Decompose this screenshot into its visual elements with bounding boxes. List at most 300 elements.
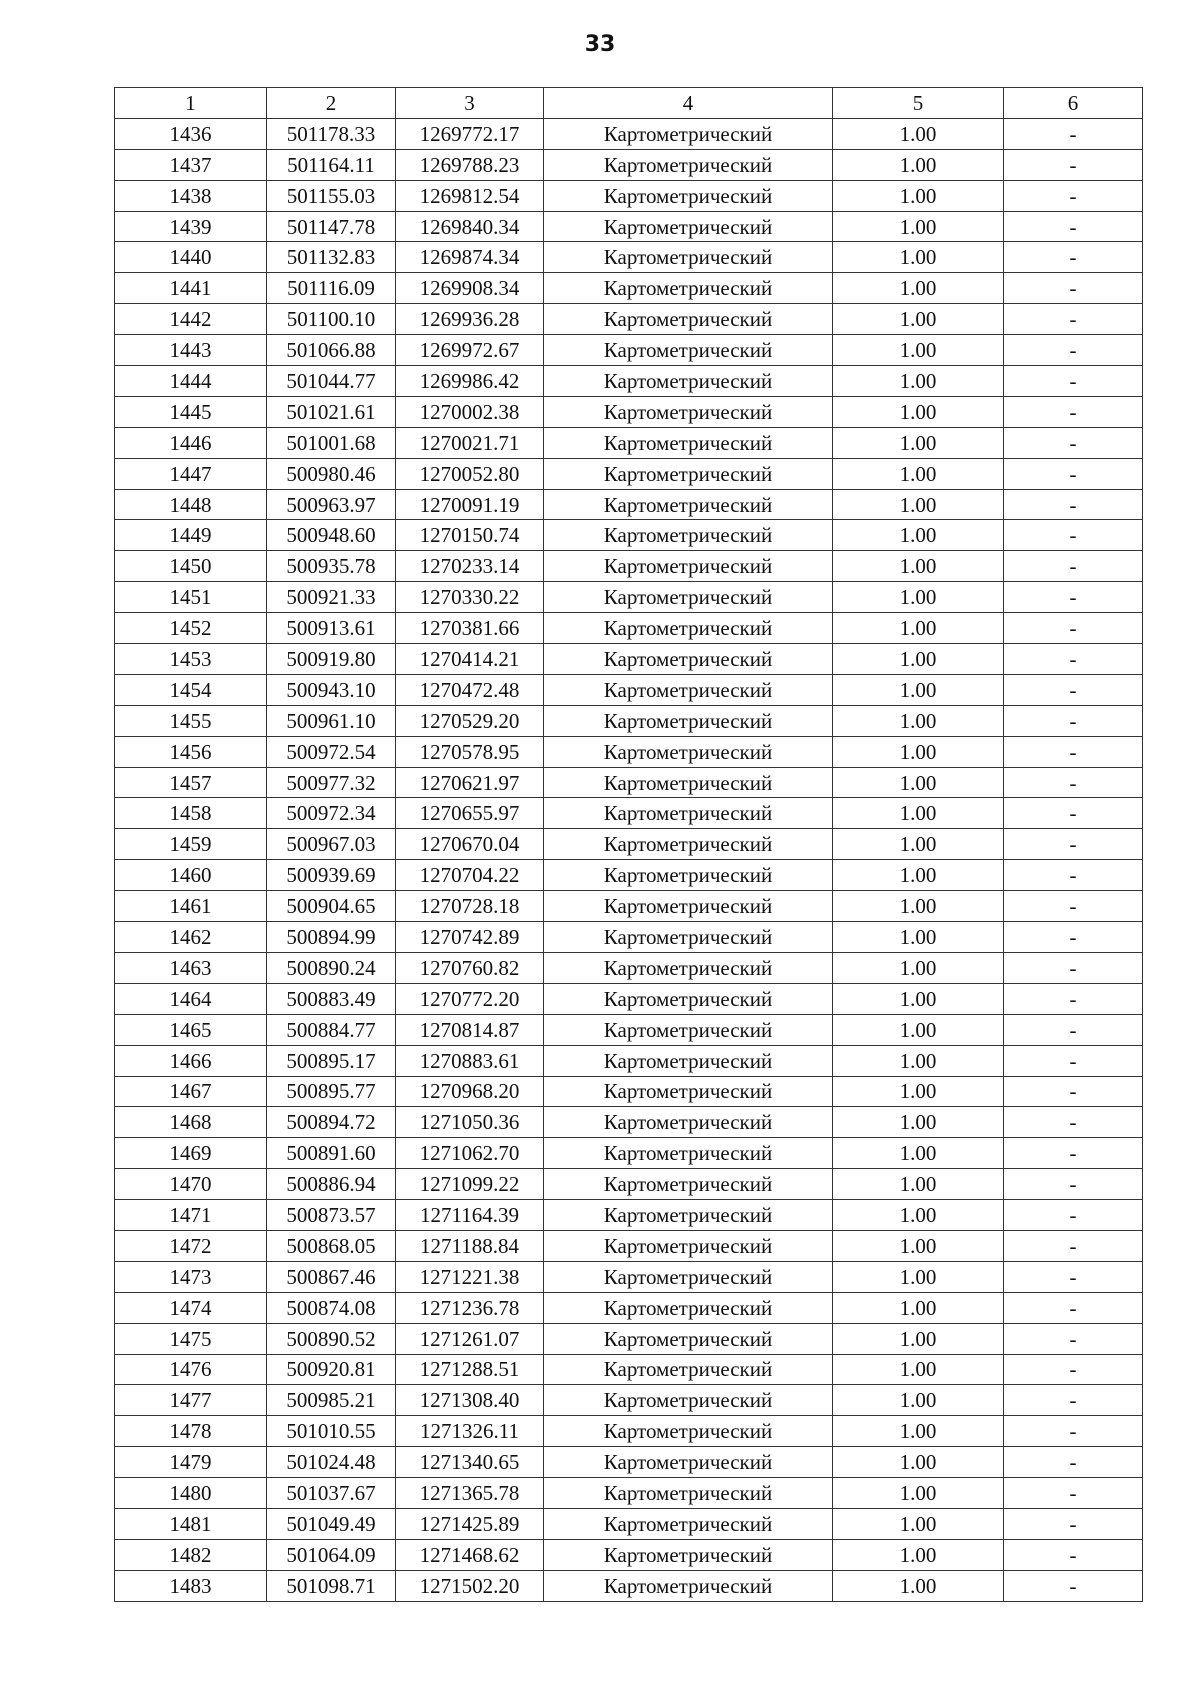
y-coordinate-cell: 1269986.42 xyxy=(396,366,544,397)
table-row xyxy=(115,736,1143,767)
point-number-cell: 1439 xyxy=(115,211,267,242)
x-coordinate-cell: 500919.80 xyxy=(267,644,396,675)
point-number-cell: 1471 xyxy=(115,1200,267,1231)
description-cell: - xyxy=(1004,1076,1143,1107)
description-cell: - xyxy=(1004,427,1143,458)
method-cell: Картометрический xyxy=(544,829,833,860)
method-cell: Картометрический xyxy=(544,396,833,427)
accuracy-cell: 1.00 xyxy=(833,304,1004,335)
column-header: 4 xyxy=(544,88,833,119)
point-number-cell: 1453 xyxy=(115,644,267,675)
method-cell: Картометрический xyxy=(544,736,833,767)
x-coordinate-cell: 500890.52 xyxy=(267,1323,396,1354)
column-header: 5 xyxy=(833,88,1004,119)
accuracy-cell: 1.00 xyxy=(833,551,1004,582)
description-cell: - xyxy=(1004,180,1143,211)
table-row xyxy=(115,767,1143,798)
method-cell: Картометрический xyxy=(544,1169,833,1200)
y-coordinate-cell: 1270052.80 xyxy=(396,458,544,489)
accuracy-cell: 1.00 xyxy=(833,335,1004,366)
accuracy-cell: 1.00 xyxy=(833,582,1004,613)
method-cell: Картометрический xyxy=(544,860,833,891)
x-coordinate-cell: 501021.61 xyxy=(267,396,396,427)
description-cell: - xyxy=(1004,582,1143,613)
column-header: 2 xyxy=(267,88,396,119)
table-row xyxy=(115,1076,1143,1107)
x-coordinate-cell: 500884.77 xyxy=(267,1014,396,1045)
accuracy-cell: 1.00 xyxy=(833,366,1004,397)
y-coordinate-cell: 1271468.62 xyxy=(396,1539,544,1570)
description-cell: - xyxy=(1004,458,1143,489)
point-number-cell: 1440 xyxy=(115,242,267,273)
table-row xyxy=(115,1261,1143,1292)
accuracy-cell: 1.00 xyxy=(833,1385,1004,1416)
x-coordinate-cell: 500868.05 xyxy=(267,1230,396,1261)
x-coordinate-cell: 501001.68 xyxy=(267,427,396,458)
table-row xyxy=(115,1447,1143,1478)
column-header: 6 xyxy=(1004,88,1143,119)
table-row xyxy=(115,1416,1143,1447)
y-coordinate-cell: 1270704.22 xyxy=(396,860,544,891)
table-row xyxy=(115,952,1143,983)
point-number-cell: 1438 xyxy=(115,180,267,211)
accuracy-cell: 1.00 xyxy=(833,211,1004,242)
x-coordinate-cell: 500935.78 xyxy=(267,551,396,582)
point-number-cell: 1475 xyxy=(115,1323,267,1354)
accuracy-cell: 1.00 xyxy=(833,1292,1004,1323)
x-coordinate-cell: 500985.21 xyxy=(267,1385,396,1416)
table-row xyxy=(115,1570,1143,1601)
x-coordinate-cell: 500961.10 xyxy=(267,705,396,736)
table-row xyxy=(115,582,1143,613)
point-number-cell: 1457 xyxy=(115,767,267,798)
method-cell: Картометрический xyxy=(544,582,833,613)
x-coordinate-cell: 501164.11 xyxy=(267,149,396,180)
accuracy-cell: 1.00 xyxy=(833,922,1004,953)
table-row xyxy=(115,180,1143,211)
table-row xyxy=(115,1508,1143,1539)
point-number-cell: 1454 xyxy=(115,674,267,705)
description-cell: - xyxy=(1004,952,1143,983)
description-cell: - xyxy=(1004,1292,1143,1323)
point-number-cell: 1462 xyxy=(115,922,267,953)
y-coordinate-cell: 1270233.14 xyxy=(396,551,544,582)
description-cell: - xyxy=(1004,1354,1143,1385)
accuracy-cell: 1.00 xyxy=(833,829,1004,860)
table-row xyxy=(115,644,1143,675)
point-number-cell: 1483 xyxy=(115,1570,267,1601)
method-cell: Картометрический xyxy=(544,551,833,582)
point-number-cell: 1451 xyxy=(115,582,267,613)
description-cell: - xyxy=(1004,891,1143,922)
description-cell: - xyxy=(1004,1138,1143,1169)
table-row xyxy=(115,551,1143,582)
x-coordinate-cell: 500874.08 xyxy=(267,1292,396,1323)
method-cell: Картометрический xyxy=(544,613,833,644)
y-coordinate-cell: 1270670.04 xyxy=(396,829,544,860)
description-cell: - xyxy=(1004,520,1143,551)
accuracy-cell: 1.00 xyxy=(833,891,1004,922)
table-row xyxy=(115,149,1143,180)
y-coordinate-cell: 1270772.20 xyxy=(396,983,544,1014)
method-cell: Картометрический xyxy=(544,983,833,1014)
table-row xyxy=(115,1478,1143,1509)
method-cell: Картометрический xyxy=(544,520,833,551)
table-row xyxy=(115,273,1143,304)
method-cell: Картометрический xyxy=(544,1478,833,1509)
description-cell: - xyxy=(1004,304,1143,335)
point-number-cell: 1448 xyxy=(115,489,267,520)
page-number: 33 xyxy=(584,32,616,57)
y-coordinate-cell: 1269812.54 xyxy=(396,180,544,211)
y-coordinate-cell: 1271502.20 xyxy=(396,1570,544,1601)
y-coordinate-cell: 1270021.71 xyxy=(396,427,544,458)
table-row xyxy=(115,1014,1143,1045)
description-cell: - xyxy=(1004,674,1143,705)
coordinates-table xyxy=(114,87,1143,1602)
description-cell: - xyxy=(1004,983,1143,1014)
point-number-cell: 1456 xyxy=(115,736,267,767)
point-number-cell: 1455 xyxy=(115,705,267,736)
table-row xyxy=(115,1138,1143,1169)
table-row xyxy=(115,1292,1143,1323)
point-number-cell: 1469 xyxy=(115,1138,267,1169)
y-coordinate-cell: 1271288.51 xyxy=(396,1354,544,1385)
table-header xyxy=(115,88,1143,119)
y-coordinate-cell: 1271308.40 xyxy=(396,1385,544,1416)
method-cell: Картометрический xyxy=(544,767,833,798)
method-cell: Картометрический xyxy=(544,1508,833,1539)
point-number-cell: 1465 xyxy=(115,1014,267,1045)
method-cell: Картометрический xyxy=(544,1416,833,1447)
description-cell: - xyxy=(1004,1261,1143,1292)
description-cell: - xyxy=(1004,1416,1143,1447)
point-number-cell: 1441 xyxy=(115,273,267,304)
table-row xyxy=(115,458,1143,489)
table-row xyxy=(115,798,1143,829)
table-row xyxy=(115,891,1143,922)
y-coordinate-cell: 1271221.38 xyxy=(396,1261,544,1292)
table-body xyxy=(115,118,1143,1601)
method-cell: Картометрический xyxy=(544,922,833,953)
x-coordinate-cell: 500920.81 xyxy=(267,1354,396,1385)
accuracy-cell: 1.00 xyxy=(833,1045,1004,1076)
point-number-cell: 1468 xyxy=(115,1107,267,1138)
x-coordinate-cell: 500904.65 xyxy=(267,891,396,922)
method-cell: Картометрический xyxy=(544,335,833,366)
y-coordinate-cell: 1271365.78 xyxy=(396,1478,544,1509)
point-number-cell: 1478 xyxy=(115,1416,267,1447)
point-number-cell: 1442 xyxy=(115,304,267,335)
x-coordinate-cell: 501066.88 xyxy=(267,335,396,366)
method-cell: Картометрический xyxy=(544,1354,833,1385)
accuracy-cell: 1.00 xyxy=(833,860,1004,891)
x-coordinate-cell: 500980.46 xyxy=(267,458,396,489)
accuracy-cell: 1.00 xyxy=(833,118,1004,149)
point-number-cell: 1473 xyxy=(115,1261,267,1292)
method-cell: Картометрический xyxy=(544,674,833,705)
x-coordinate-cell: 500967.03 xyxy=(267,829,396,860)
x-coordinate-cell: 501116.09 xyxy=(267,273,396,304)
x-coordinate-cell: 500963.97 xyxy=(267,489,396,520)
x-coordinate-cell: 500883.49 xyxy=(267,983,396,1014)
table-row xyxy=(115,1107,1143,1138)
description-cell: - xyxy=(1004,1447,1143,1478)
description-cell: - xyxy=(1004,736,1143,767)
accuracy-cell: 1.00 xyxy=(833,644,1004,675)
point-number-cell: 1474 xyxy=(115,1292,267,1323)
accuracy-cell: 1.00 xyxy=(833,242,1004,273)
y-coordinate-cell: 1270621.97 xyxy=(396,767,544,798)
description-cell: - xyxy=(1004,211,1143,242)
table-row xyxy=(115,1385,1143,1416)
accuracy-cell: 1.00 xyxy=(833,1323,1004,1354)
description-cell: - xyxy=(1004,1478,1143,1509)
description-cell: - xyxy=(1004,396,1143,427)
description-cell: - xyxy=(1004,242,1143,273)
table-row xyxy=(115,1045,1143,1076)
method-cell: Картометрический xyxy=(544,118,833,149)
method-cell: Картометрический xyxy=(544,1230,833,1261)
y-coordinate-cell: 1271188.84 xyxy=(396,1230,544,1261)
point-number-cell: 1482 xyxy=(115,1539,267,1570)
x-coordinate-cell: 500867.46 xyxy=(267,1261,396,1292)
method-cell: Картометрический xyxy=(544,427,833,458)
accuracy-cell: 1.00 xyxy=(833,613,1004,644)
table-row xyxy=(115,922,1143,953)
x-coordinate-cell: 500943.10 xyxy=(267,674,396,705)
x-coordinate-cell: 501132.83 xyxy=(267,242,396,273)
x-coordinate-cell: 500972.34 xyxy=(267,798,396,829)
y-coordinate-cell: 1270381.66 xyxy=(396,613,544,644)
accuracy-cell: 1.00 xyxy=(833,1508,1004,1539)
x-coordinate-cell: 500890.24 xyxy=(267,952,396,983)
point-number-cell: 1472 xyxy=(115,1230,267,1261)
table-row xyxy=(115,705,1143,736)
description-cell: - xyxy=(1004,1200,1143,1231)
accuracy-cell: 1.00 xyxy=(833,180,1004,211)
point-number-cell: 1449 xyxy=(115,520,267,551)
accuracy-cell: 1.00 xyxy=(833,396,1004,427)
table-row xyxy=(115,335,1143,366)
accuracy-cell: 1.00 xyxy=(833,520,1004,551)
y-coordinate-cell: 1269840.34 xyxy=(396,211,544,242)
y-coordinate-cell: 1270883.61 xyxy=(396,1045,544,1076)
method-cell: Картометрический xyxy=(544,180,833,211)
accuracy-cell: 1.00 xyxy=(833,705,1004,736)
point-number-cell: 1464 xyxy=(115,983,267,1014)
accuracy-cell: 1.00 xyxy=(833,1261,1004,1292)
description-cell: - xyxy=(1004,118,1143,149)
description-cell: - xyxy=(1004,922,1143,953)
accuracy-cell: 1.00 xyxy=(833,1138,1004,1169)
table-row xyxy=(115,983,1143,1014)
table-row xyxy=(115,674,1143,705)
table-row xyxy=(115,520,1143,551)
y-coordinate-cell: 1270578.95 xyxy=(396,736,544,767)
description-cell: - xyxy=(1004,705,1143,736)
y-coordinate-cell: 1271326.11 xyxy=(396,1416,544,1447)
y-coordinate-cell: 1270728.18 xyxy=(396,891,544,922)
y-coordinate-cell: 1271062.70 xyxy=(396,1138,544,1169)
y-coordinate-cell: 1269908.34 xyxy=(396,273,544,304)
method-cell: Картометрический xyxy=(544,891,833,922)
x-coordinate-cell: 500891.60 xyxy=(267,1138,396,1169)
point-number-cell: 1450 xyxy=(115,551,267,582)
description-cell: - xyxy=(1004,829,1143,860)
y-coordinate-cell: 1270655.97 xyxy=(396,798,544,829)
description-cell: - xyxy=(1004,1508,1143,1539)
x-coordinate-cell: 501044.77 xyxy=(267,366,396,397)
point-number-cell: 1463 xyxy=(115,952,267,983)
y-coordinate-cell: 1271340.65 xyxy=(396,1447,544,1478)
accuracy-cell: 1.00 xyxy=(833,489,1004,520)
description-cell: - xyxy=(1004,860,1143,891)
x-coordinate-cell: 500948.60 xyxy=(267,520,396,551)
method-cell: Картометрический xyxy=(544,211,833,242)
x-coordinate-cell: 501049.49 xyxy=(267,1508,396,1539)
point-number-cell: 1477 xyxy=(115,1385,267,1416)
accuracy-cell: 1.00 xyxy=(833,1447,1004,1478)
point-number-cell: 1470 xyxy=(115,1169,267,1200)
y-coordinate-cell: 1270002.38 xyxy=(396,396,544,427)
point-number-cell: 1437 xyxy=(115,149,267,180)
header-row xyxy=(115,88,1143,119)
y-coordinate-cell: 1270742.89 xyxy=(396,922,544,953)
description-cell: - xyxy=(1004,551,1143,582)
description-cell: - xyxy=(1004,1169,1143,1200)
point-number-cell: 1480 xyxy=(115,1478,267,1509)
y-coordinate-cell: 1270414.21 xyxy=(396,644,544,675)
table-row xyxy=(115,1169,1143,1200)
description-cell: - xyxy=(1004,1230,1143,1261)
table-row xyxy=(115,860,1143,891)
x-coordinate-cell: 500913.61 xyxy=(267,613,396,644)
method-cell: Картометрический xyxy=(544,304,833,335)
accuracy-cell: 1.00 xyxy=(833,1076,1004,1107)
y-coordinate-cell: 1269972.67 xyxy=(396,335,544,366)
point-number-cell: 1466 xyxy=(115,1045,267,1076)
x-coordinate-cell: 501178.33 xyxy=(267,118,396,149)
point-number-cell: 1445 xyxy=(115,396,267,427)
table-row xyxy=(115,613,1143,644)
accuracy-cell: 1.00 xyxy=(833,1107,1004,1138)
x-coordinate-cell: 500972.54 xyxy=(267,736,396,767)
point-number-cell: 1458 xyxy=(115,798,267,829)
accuracy-cell: 1.00 xyxy=(833,427,1004,458)
point-number-cell: 1460 xyxy=(115,860,267,891)
accuracy-cell: 1.00 xyxy=(833,1539,1004,1570)
description-cell: - xyxy=(1004,1385,1143,1416)
table-row xyxy=(115,1539,1143,1570)
description-cell: - xyxy=(1004,273,1143,304)
x-coordinate-cell: 500939.69 xyxy=(267,860,396,891)
accuracy-cell: 1.00 xyxy=(833,273,1004,304)
y-coordinate-cell: 1270150.74 xyxy=(396,520,544,551)
point-number-cell: 1479 xyxy=(115,1447,267,1478)
description-cell: - xyxy=(1004,1014,1143,1045)
x-coordinate-cell: 500886.94 xyxy=(267,1169,396,1200)
accuracy-cell: 1.00 xyxy=(833,983,1004,1014)
x-coordinate-cell: 500921.33 xyxy=(267,582,396,613)
description-cell: - xyxy=(1004,1539,1143,1570)
table-row xyxy=(115,1323,1143,1354)
description-cell: - xyxy=(1004,1570,1143,1601)
description-cell: - xyxy=(1004,149,1143,180)
point-number-cell: 1461 xyxy=(115,891,267,922)
x-coordinate-cell: 501010.55 xyxy=(267,1416,396,1447)
description-cell: - xyxy=(1004,613,1143,644)
table-row xyxy=(115,1230,1143,1261)
accuracy-cell: 1.00 xyxy=(833,1230,1004,1261)
point-number-cell: 1443 xyxy=(115,335,267,366)
table-row xyxy=(115,396,1143,427)
method-cell: Картометрический xyxy=(544,458,833,489)
table-row xyxy=(115,1200,1143,1231)
point-number-cell: 1476 xyxy=(115,1354,267,1385)
description-cell: - xyxy=(1004,366,1143,397)
point-number-cell: 1467 xyxy=(115,1076,267,1107)
description-cell: - xyxy=(1004,767,1143,798)
y-coordinate-cell: 1270760.82 xyxy=(396,952,544,983)
description-cell: - xyxy=(1004,1045,1143,1076)
method-cell: Картометрический xyxy=(544,1323,833,1354)
y-coordinate-cell: 1270529.20 xyxy=(396,705,544,736)
y-coordinate-cell: 1271164.39 xyxy=(396,1200,544,1231)
accuracy-cell: 1.00 xyxy=(833,1169,1004,1200)
description-cell: - xyxy=(1004,1107,1143,1138)
x-coordinate-cell: 501024.48 xyxy=(267,1447,396,1478)
method-cell: Картометрический xyxy=(544,489,833,520)
point-number-cell: 1447 xyxy=(115,458,267,489)
method-cell: Картометрический xyxy=(544,366,833,397)
table-row xyxy=(115,366,1143,397)
x-coordinate-cell: 501100.10 xyxy=(267,304,396,335)
x-coordinate-cell: 500873.57 xyxy=(267,1200,396,1231)
method-cell: Картометрический xyxy=(544,149,833,180)
y-coordinate-cell: 1270330.22 xyxy=(396,582,544,613)
method-cell: Картометрический xyxy=(544,1045,833,1076)
column-header: 1 xyxy=(115,88,267,119)
accuracy-cell: 1.00 xyxy=(833,458,1004,489)
x-coordinate-cell: 501098.71 xyxy=(267,1570,396,1601)
description-cell: - xyxy=(1004,798,1143,829)
method-cell: Картометрический xyxy=(544,1014,833,1045)
y-coordinate-cell: 1270968.20 xyxy=(396,1076,544,1107)
y-coordinate-cell: 1269936.28 xyxy=(396,304,544,335)
method-cell: Картометрический xyxy=(544,705,833,736)
x-coordinate-cell: 501147.78 xyxy=(267,211,396,242)
y-coordinate-cell: 1269788.23 xyxy=(396,149,544,180)
y-coordinate-cell: 1271236.78 xyxy=(396,1292,544,1323)
x-coordinate-cell: 501037.67 xyxy=(267,1478,396,1509)
accuracy-cell: 1.00 xyxy=(833,1416,1004,1447)
y-coordinate-cell: 1269874.34 xyxy=(396,242,544,273)
y-coordinate-cell: 1271425.89 xyxy=(396,1508,544,1539)
y-coordinate-cell: 1271261.07 xyxy=(396,1323,544,1354)
point-number-cell: 1444 xyxy=(115,366,267,397)
description-cell: - xyxy=(1004,644,1143,675)
x-coordinate-cell: 500894.99 xyxy=(267,922,396,953)
y-coordinate-cell: 1271050.36 xyxy=(396,1107,544,1138)
method-cell: Картометрический xyxy=(544,273,833,304)
method-cell: Картометрический xyxy=(544,1200,833,1231)
accuracy-cell: 1.00 xyxy=(833,1200,1004,1231)
method-cell: Картометрический xyxy=(544,1570,833,1601)
method-cell: Картометрический xyxy=(544,1107,833,1138)
accuracy-cell: 1.00 xyxy=(833,149,1004,180)
table-row xyxy=(115,242,1143,273)
